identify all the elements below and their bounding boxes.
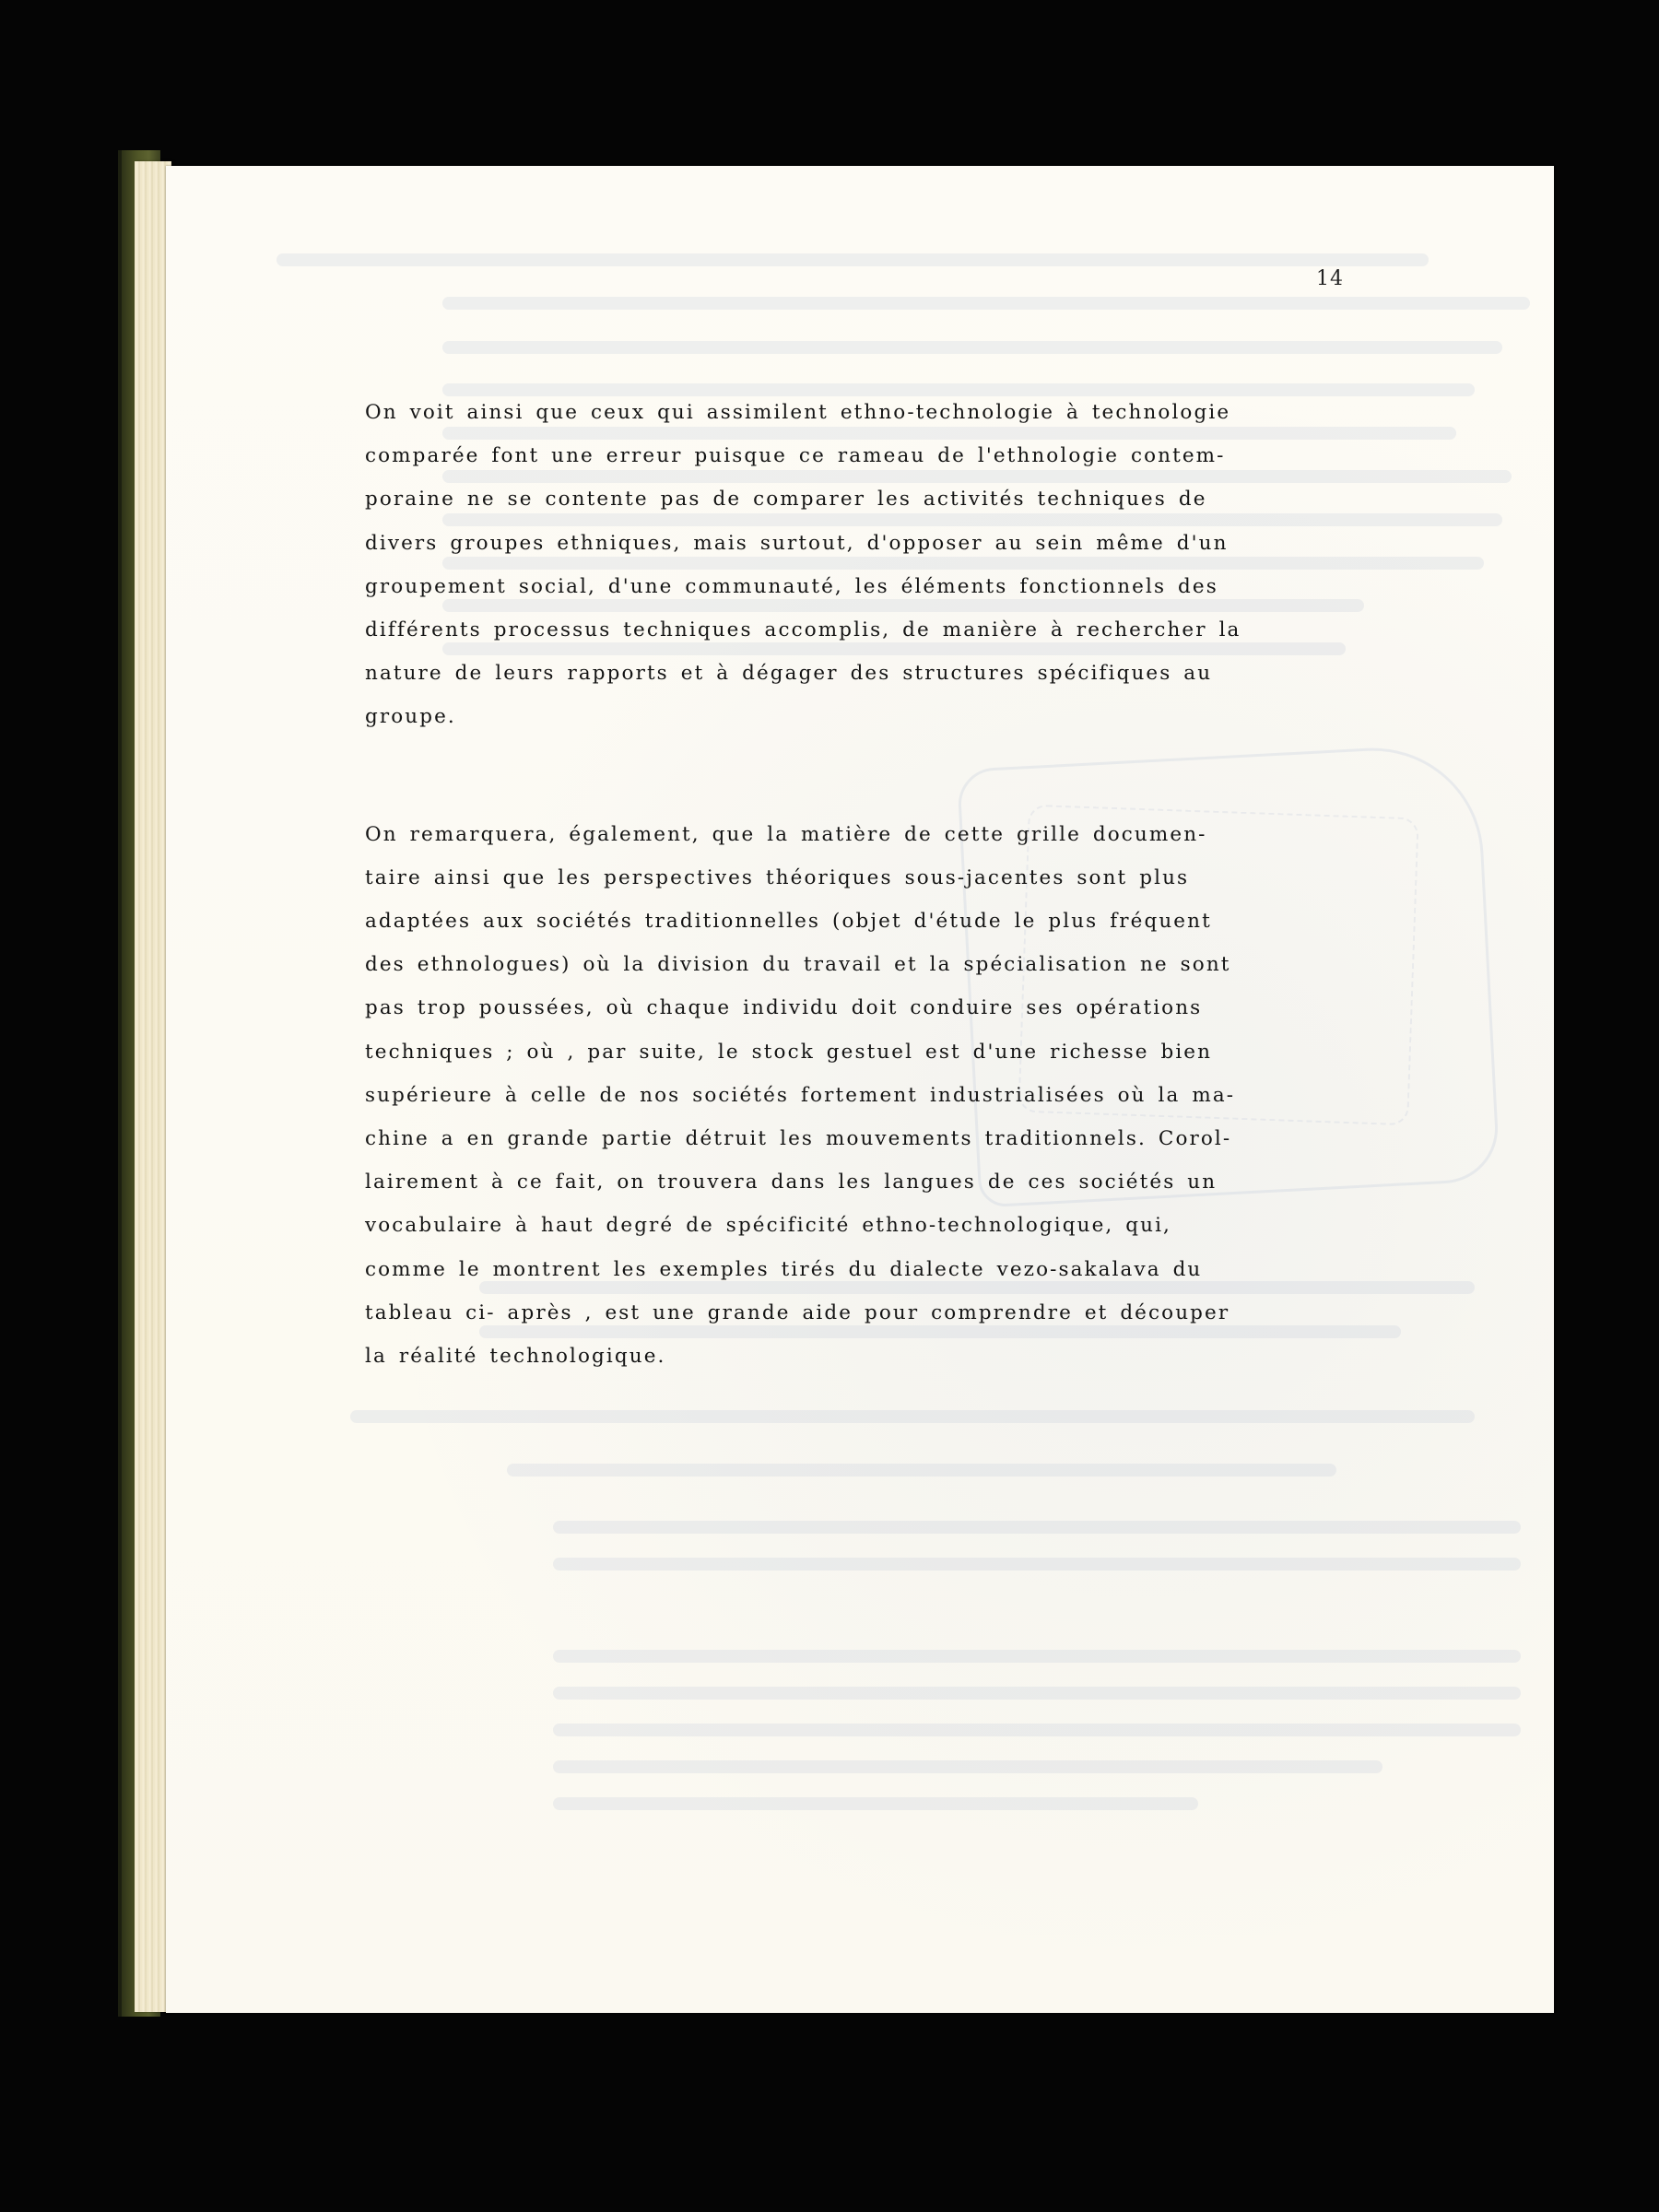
text-line: chine a en grande partie détruit les mouvements traditionnels. Corol-: [365, 1127, 1232, 1151]
text-line: groupe.: [365, 705, 456, 729]
text-line: comme le montrent les exemples tirés du dialecte vezo-sakalava du: [365, 1257, 1203, 1281]
text-line: divers groupes ethniques, mais surtout, d'opposer au sein même d'un: [365, 531, 1229, 555]
text-line: lairement à ce fait, on trouvera dans les langues de ces sociétés un: [365, 1171, 1218, 1194]
paragraph: [365, 813, 1379, 1379]
text-line: poraine ne se contente pas de comparer les activités techniques de: [365, 488, 1207, 512]
text-line: techniques ; où , par suite, le stock gestuel est d'une richesse bien: [365, 1040, 1213, 1064]
text-line: On remarquera, également, que la matière de cette grille documen-: [365, 822, 1207, 846]
text-line: On voit ainsi que ceux qui assimilent ethno-technologie à technologie: [365, 401, 1231, 424]
text-line: taire ainsi que les perspectives théoriques sous-jacentes sont plus: [365, 865, 1190, 889]
page-number: 14: [1316, 267, 1344, 290]
document-page: [166, 166, 1554, 2013]
text-line: vocabulaire à haut degré de spécificité ethno-technologique, qui,: [365, 1214, 1171, 1238]
text-line: pas trop poussées, où chaque individu doit conduire ses opérations: [365, 996, 1203, 1020]
text-line: tableau ci- après , est une grande aide pour comprendre et découper: [365, 1300, 1230, 1324]
text-line: comparée font une erreur puisque ce rameau de l'ethnologie contem-: [365, 444, 1226, 468]
text-line: groupement social, d'une communauté, les éléments fonctionnels des: [365, 574, 1218, 598]
text-line: différents processus techniques accomplis, de manière à rechercher la: [365, 618, 1241, 642]
text-line: supérieure à celle de nos sociétés fortement industrialisées où la ma-: [365, 1083, 1236, 1107]
text-line: la réalité technologique.: [365, 1345, 666, 1369]
text-line: des ethnologues) où la division du travail et la spécialisation ne sont: [365, 953, 1231, 977]
text-line: nature de leurs rapports et à dégager des structures spécifiques au: [365, 662, 1213, 686]
paragraph: [365, 391, 1379, 739]
text-line: adaptées aux sociétés traditionnelles (objet d'étude le plus fréquent: [365, 910, 1212, 934]
body-text: [365, 391, 1379, 1378]
